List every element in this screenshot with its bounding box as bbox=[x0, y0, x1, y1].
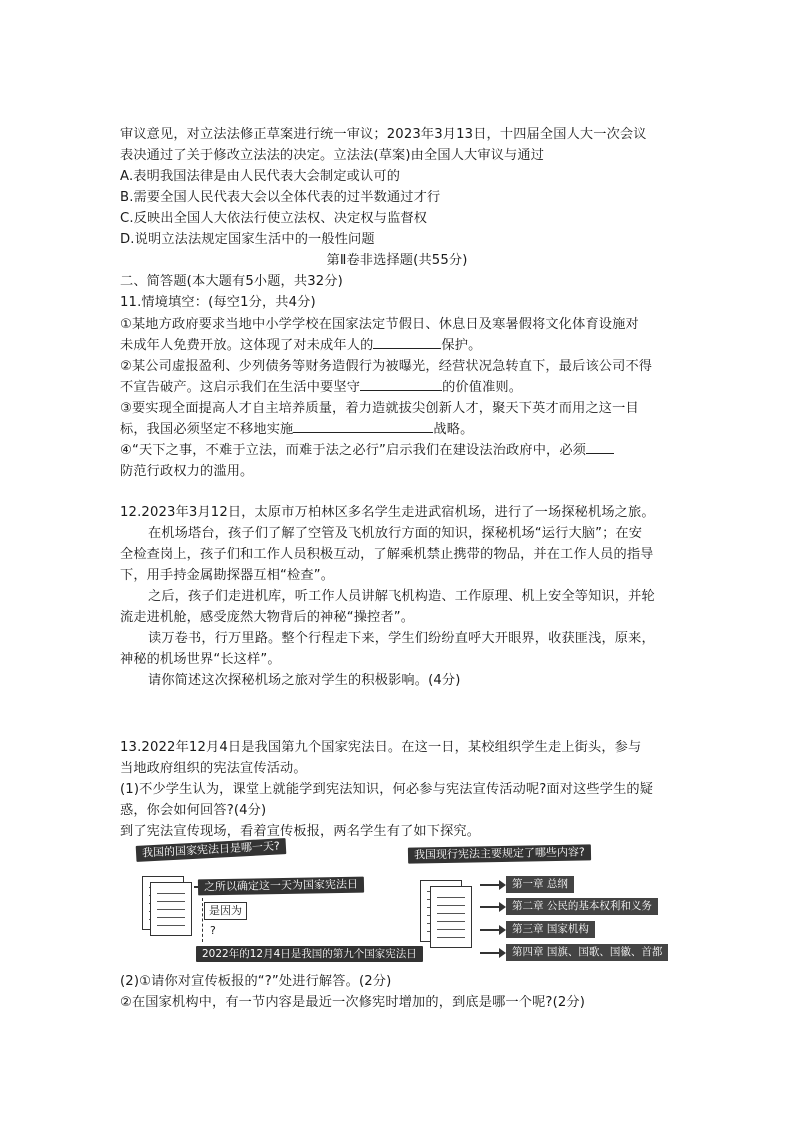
text-line: 未成年人免费开放。这体现了对未成年人的 保护。 bbox=[120, 338, 482, 353]
option-d: D.说明立法法规定国家生活中的一般性问题 bbox=[120, 232, 375, 247]
chapter-label: 第一章 总纲 bbox=[506, 876, 574, 893]
document-icon bbox=[150, 882, 192, 936]
question-11-title: 11.情境填空：(每空1分，共4分) bbox=[120, 295, 316, 310]
text-line: 标，我国必须坚定不移地实施 战略。 bbox=[120, 422, 474, 437]
question-13-sub-2: ②在国家机构中，有一节内容是最近一次修宪时增加的，到底是哪一个呢?(2分) bbox=[120, 995, 586, 1010]
part-heading: 第Ⅱ卷非选择题(共55分) bbox=[326, 253, 468, 268]
text-line: 惑，你会如何回答?(4分) bbox=[120, 803, 267, 818]
text-line: 表决通过了关于修改立法法的决定。立法法(草案)由全国人大审议与通过 bbox=[120, 148, 545, 163]
answer-blank[interactable] bbox=[373, 336, 441, 349]
text-line: 之后，孩子们走进机库，听工作人员讲解飞机构造、工作原理、机上安全等知识，并轮 bbox=[148, 589, 655, 604]
question-12-prompt: 请你简述这次探秘机场之旅对学生的积极影响。(4分) bbox=[148, 673, 461, 688]
text-line: 读万卷书，行万里路。整个行程走下来，学生们纷纷直呼大开眼界，收获匪浅，原来， bbox=[148, 631, 655, 646]
answer-blank[interactable] bbox=[586, 441, 614, 454]
divider bbox=[202, 898, 204, 942]
text-line: 到了宪法宣传现场，看着宣传板报，两名学生有了如下探究。 bbox=[120, 824, 481, 839]
text-line: 神秘的机场世界“长这样”。 bbox=[120, 652, 281, 667]
poster-left-title: 我国的国家宪法日是哪一天? bbox=[136, 838, 286, 862]
option-b: B.需要全国人民代表大会以全体代表的过半数通过才行 bbox=[120, 190, 441, 205]
text-line: ④“天下之事，不难于立法，而难于法之必行”启示我们在建设法治政府中，必须 bbox=[120, 441, 614, 460]
poster-because: 是因为 bbox=[204, 902, 247, 920]
chapter-label: 第四章 国旗、国歌、国徽、首都 bbox=[506, 944, 668, 961]
question-13-title: 13.2022年12月4日是我国第九个国家宪法日。在这一日，某校组织学生走上街头，参与 bbox=[120, 740, 642, 755]
text-line: 不宣告破产。这启示我们在生活中要坚守 的价值准则。 bbox=[120, 380, 523, 395]
text-line: 当地政府组织的宪法宣传活动。 bbox=[120, 761, 307, 776]
poster-figure bbox=[118, 840, 678, 968]
poster-left-subtitle: 之所以确定这一天为国家宪法日 bbox=[198, 877, 364, 896]
text-line: 下，用手持金属勘探器互相“检查”。 bbox=[120, 568, 335, 583]
arrow-icon bbox=[480, 952, 500, 954]
question-13-sub-1: (2)①请你对宣传板报的“?”处进行解答。(2分) bbox=[120, 974, 392, 989]
question-12-title: 12.2023年3月12日，太原市万柏林区多名学生走进武宿机场，进行了一场探秘机场之旅。 bbox=[120, 505, 655, 520]
chapter-label: 第三章 国家机构 bbox=[506, 921, 595, 938]
text-line: 审议意见，对立法法修正草案进行统一审议；2023年3月13日，十四届全国人大一次会议 bbox=[120, 127, 647, 142]
text-line: 在机场塔台，孩子们了解了空管及飞机放行方面的知识，探秘机场“运行大脑”；在安 bbox=[148, 526, 643, 541]
text-line: ①某地方政府要求当地中小学学校在国家法定节假日、休息日及寒暑假将文化体育设施对 bbox=[120, 317, 639, 332]
chapter-label: 第二章 公民的基本权利和义务 bbox=[506, 898, 658, 915]
answer-blank[interactable] bbox=[360, 378, 442, 391]
option-a: A.表明我国法律是由人民代表大会制定或认可的 bbox=[120, 169, 401, 184]
text-line: ③要实现全面提高人才自主培养质量，着力造就拔尖创新人才，聚天下英才而用之这一目 bbox=[120, 401, 639, 416]
section-heading: 二、简答题(本大题有5小题，共32分) bbox=[120, 274, 343, 289]
text-line: 防范行政权力的滥用。 bbox=[120, 464, 254, 479]
poster-question-mark: ? bbox=[210, 924, 216, 937]
arrow-icon bbox=[480, 906, 500, 908]
option-c: C.反映出全国人大依法行使立法权、决定权与监督权 bbox=[120, 211, 428, 226]
poster-left-bottom: 2022年的12月4日是我国的第九个国家宪法日 bbox=[196, 946, 423, 962]
document-icon bbox=[430, 886, 472, 948]
text-line: ②某公司虚报盈利、少列债务等财务造假行为被曝光，经营状况急转直下，最后该公司不得 bbox=[120, 359, 653, 374]
text-line: 全检查岗上，孩子们和工作人员积极互动，了解乘机禁止携带的物品，并在工作人员的指导 bbox=[120, 547, 654, 562]
arrow-icon bbox=[480, 884, 500, 886]
text-line: 流走进机舱，感受庞然大物背后的神秘“操控者”。 bbox=[120, 610, 415, 625]
text-line: (1)不少学生认为，课堂上就能学到宪法知识，何必参与宪法宣传活动呢?面对这些学生的疑 bbox=[120, 782, 654, 797]
answer-blank[interactable] bbox=[293, 420, 433, 433]
poster-right-title: 我国现行宪法主要规定了哪些内容? bbox=[408, 844, 591, 863]
arrow-icon bbox=[480, 929, 500, 931]
